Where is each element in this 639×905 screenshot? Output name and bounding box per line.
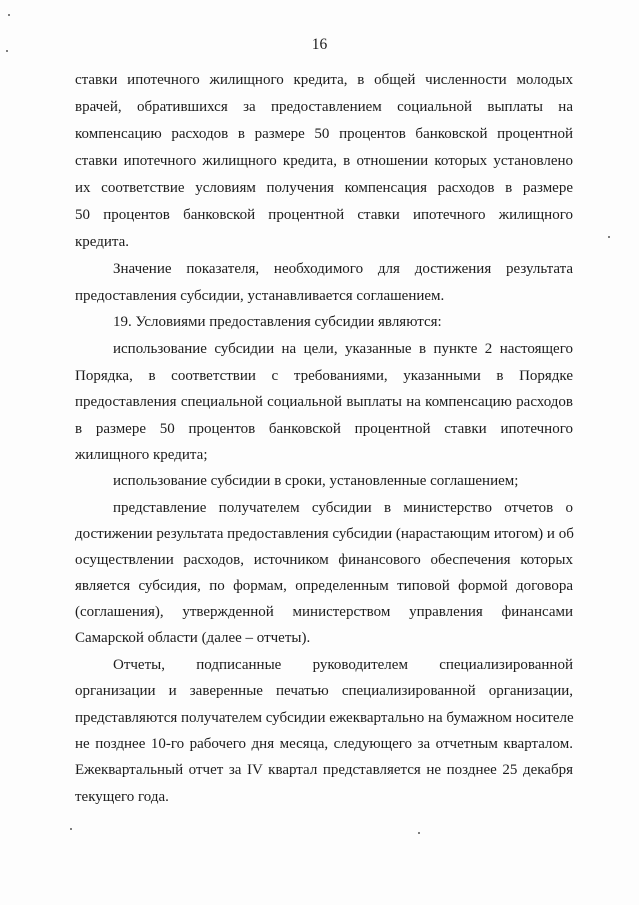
text-line: кредита. — [75, 234, 130, 250]
text-line: достижении результата предоставления субсидии (нарастающим итогом) и об — [75, 526, 574, 542]
text-line: является субсидия, по формам, определенным типовой формой договора — [75, 578, 573, 594]
page-number: 16 — [311, 36, 328, 53]
text-line: 19. Условиями предоставления субсидии являются: — [113, 314, 442, 330]
text-line: (соглашения), утвержденной министерством управления финансами — [75, 604, 573, 620]
text-line: организации и заверенные печатью специализированной организации, — [75, 683, 573, 699]
text-line: Значение показателя, необходимого для достижения результата — [113, 261, 573, 277]
text-line: представление получателем субсидии в министерство отчетов о — [113, 500, 573, 516]
text-line: ставки ипотечного жилищного кредита, в отношении которых установлено — [75, 153, 573, 169]
scan-speck — [608, 236, 610, 238]
text-line: врачей, обратившихся за предоставлением социальной выплаты на — [75, 99, 573, 115]
text-line: предоставления субсидии, устанавливается соглашением. — [75, 288, 445, 304]
text-line: использование субсидии в сроки, установленные соглашением; — [113, 473, 519, 489]
text-line: ставки ипотечного жилищного кредита, в общей численности молодых — [75, 72, 573, 88]
text-line: компенсацию расходов в размере 50 процентов банковской процентной — [75, 126, 573, 142]
scan-speck — [70, 828, 72, 830]
text-line: Отчеты, подписанные руководителем специализированной — [113, 657, 573, 673]
text-line: их соответствие условиям получения компенсация расходов в размере — [75, 180, 573, 196]
scan-speck — [8, 14, 10, 16]
text-line: предоставления специальной социальной выплаты на компенсацию расходов — [75, 394, 573, 410]
text-line: осуществлении расходов, источником финансового обеспечения которых — [75, 552, 573, 568]
scan-speck — [6, 50, 8, 52]
text-line: Ежеквартальный отчет за IV квартал представляется не позднее 25 декабря — [75, 762, 573, 778]
scan-speck — [418, 832, 420, 834]
text-line: жилищного кредита; — [75, 447, 208, 463]
text-line: Самарской области (далее – отчеты). — [75, 630, 311, 646]
text-line: использование субсидии на цели, указанные в пункте 2 настоящего — [113, 341, 573, 357]
text-line: не позднее 10-го рабочего дня месяца, следующего за отчетным кварталом. — [75, 736, 573, 752]
text-line: в размере 50 процентов банковской процентной ставки ипотечного — [75, 421, 573, 437]
text-line: текущего года. — [75, 789, 169, 805]
text-line: 50 процентов банковской процентной ставки ипотечного жилищного — [75, 207, 573, 223]
text-line: Порядка, в соответствии с требованиями, указанными в Порядке — [75, 368, 573, 384]
text-line: представляются получателем субсидии ежеквартально на бумажном носителе — [75, 710, 574, 726]
